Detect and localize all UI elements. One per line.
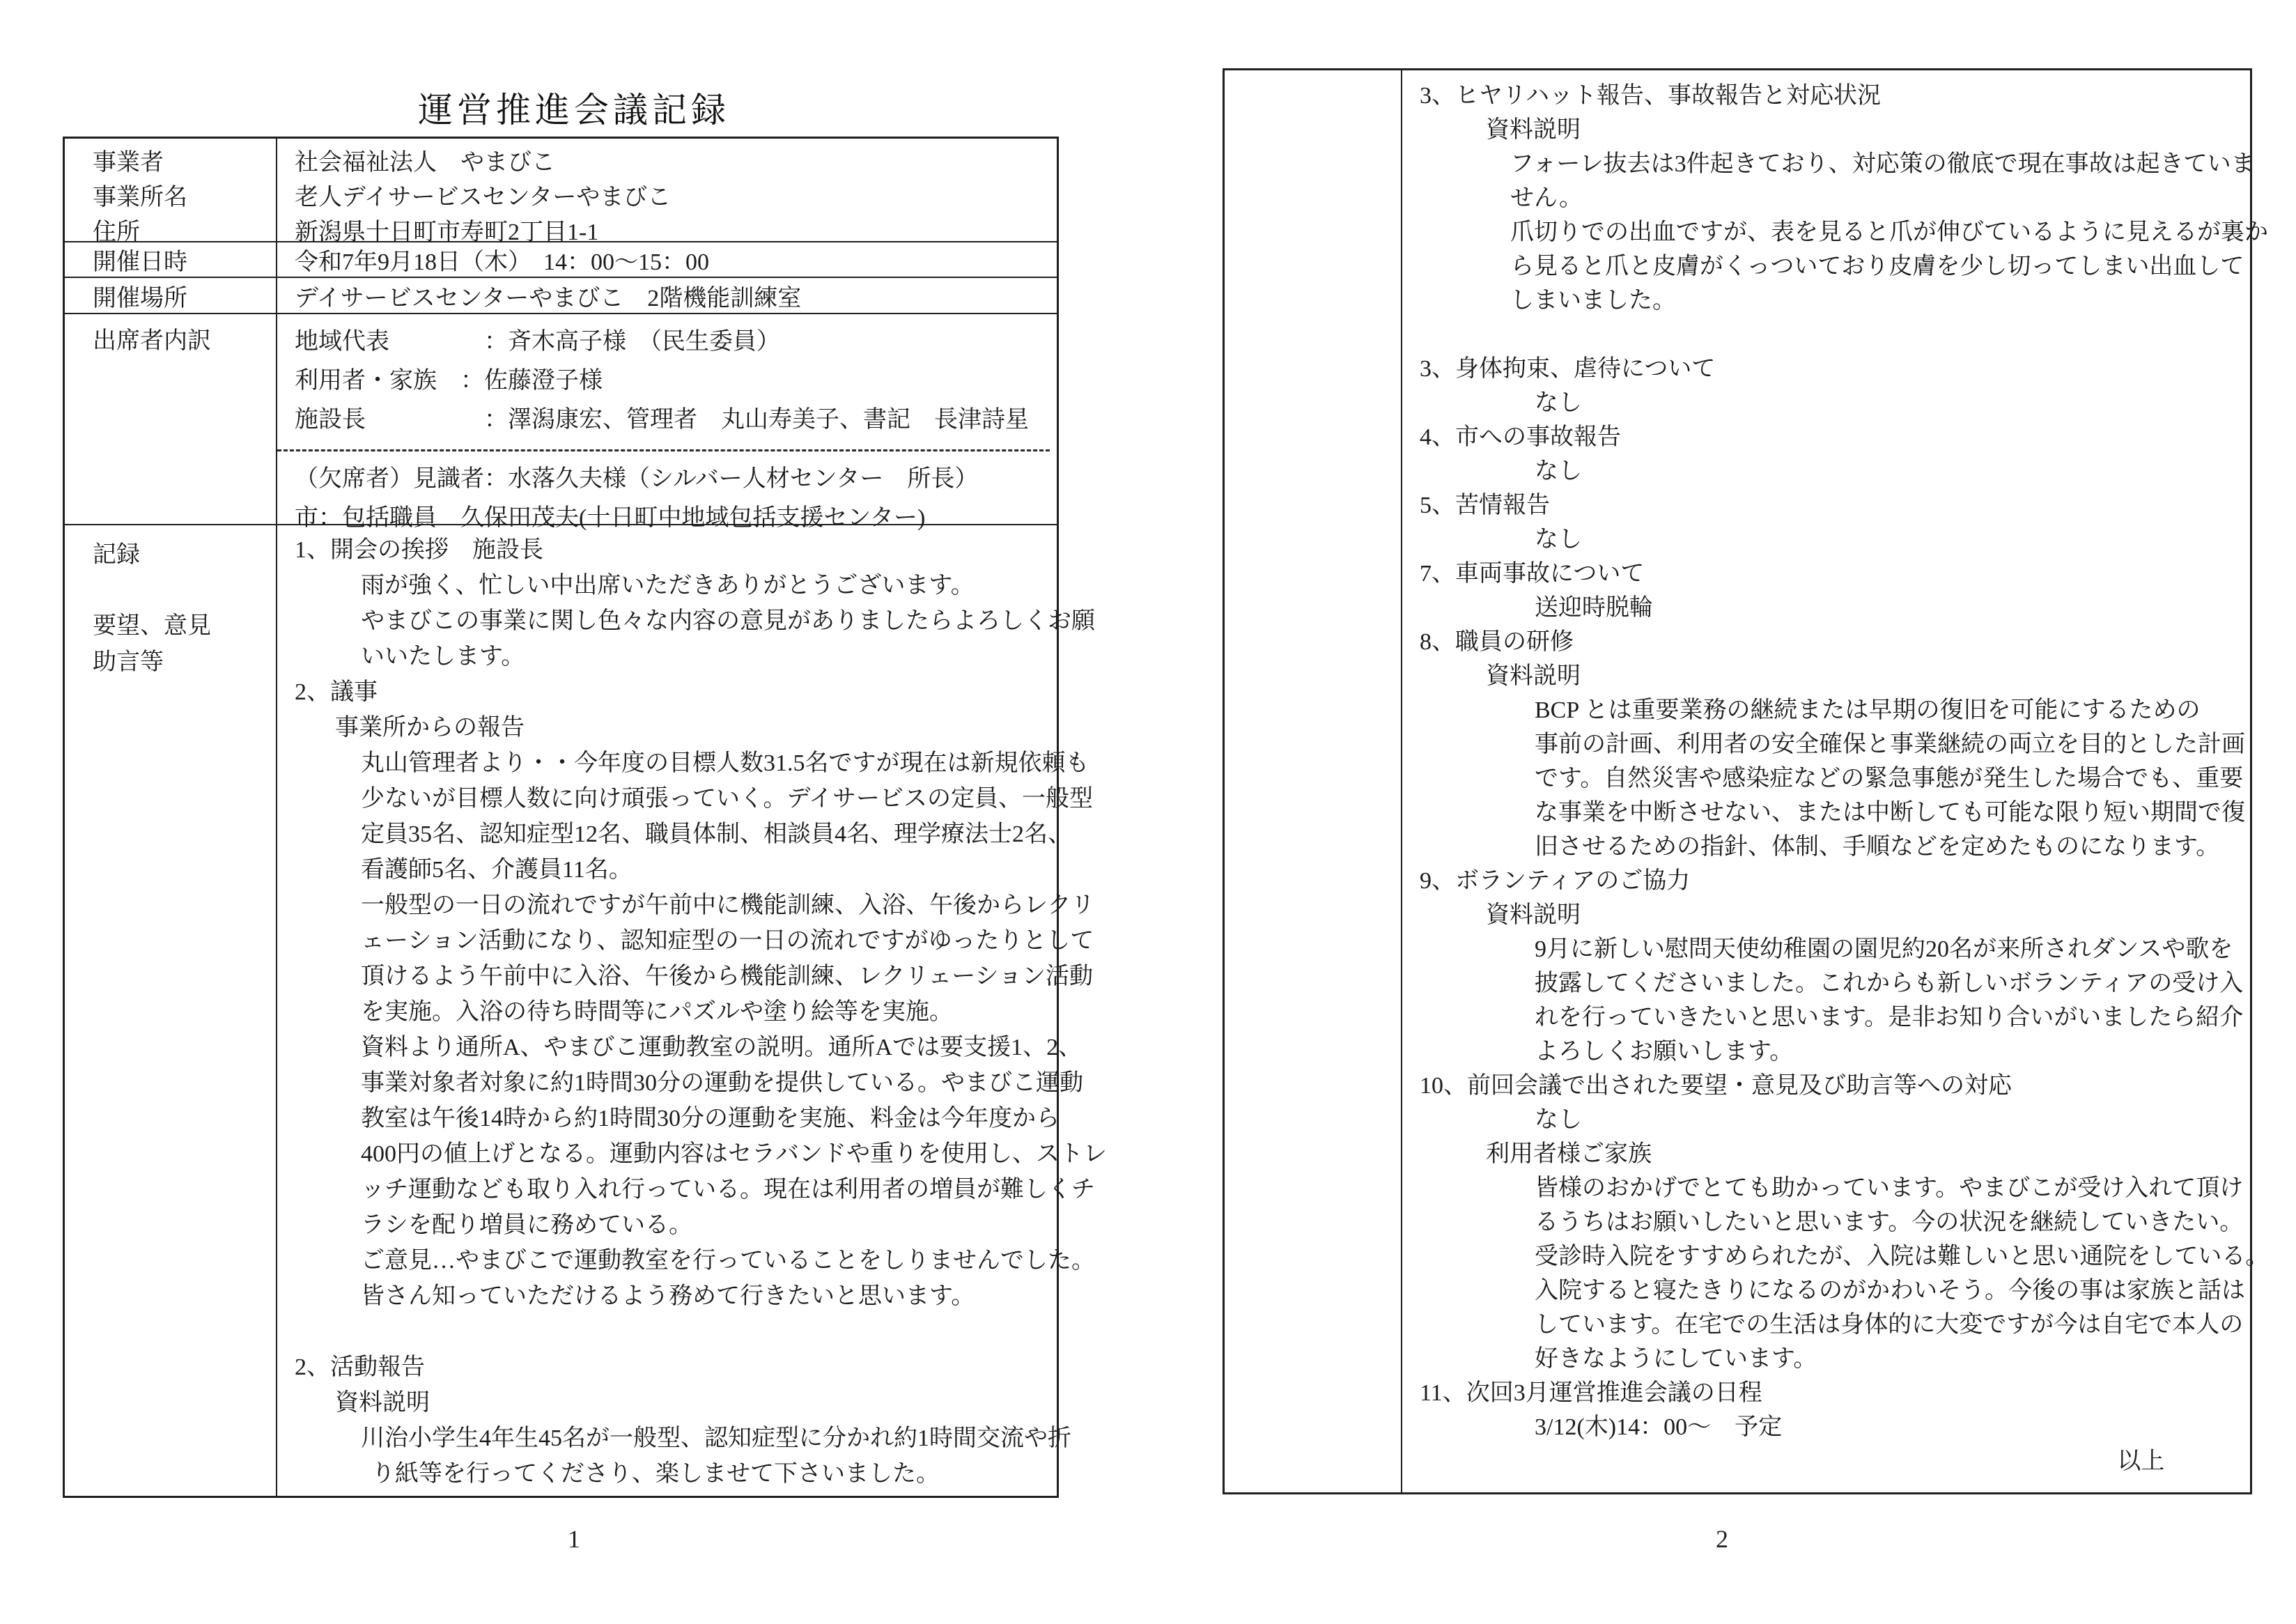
text-line: 事業者 bbox=[93, 150, 164, 176]
text-line: 皆様のおかげでとても助かっています。やまびこが受け入れて頂け bbox=[1535, 1175, 2244, 1201]
requests-opinions-label: 要望、意見 bbox=[93, 613, 211, 639]
text-line: ッチ運動なども取り入れ行っている。現在は利用者の増員が難しくチ bbox=[361, 1177, 1095, 1202]
text-line: 川治小学生4年生45名が一般型、認知症型に分かれ約1時間交流や折 bbox=[361, 1425, 1071, 1451]
empty-label-cell bbox=[1225, 70, 1402, 1492]
text-line: 一般型の一日の流れですが午前中に機能訓練、入浴、午後からレクリ bbox=[361, 892, 1095, 918]
text-line: しまいました。 bbox=[1510, 288, 1676, 314]
text-line: るうちはお願いしたいと思います。今の状況を継続していきたい。 bbox=[1535, 1209, 2244, 1235]
table-row-datetime bbox=[65, 242, 1057, 278]
advice-label: 助言等 bbox=[93, 649, 164, 675]
place-value: デイサービスセンターやまびこ 2階機能訓練室 bbox=[295, 285, 802, 311]
text-line: ェーション活動になり、認知症型の一日の流れですがゆったりとして bbox=[361, 928, 1094, 954]
text-line bbox=[295, 1314, 1107, 1350]
text-line: 好きなようにしています。 bbox=[1535, 1346, 1817, 1372]
text-line: 5、苦情報告 bbox=[1420, 493, 1550, 518]
text-line: 雨が強く、忙しい中出席いただきありがとうございます。 bbox=[361, 573, 975, 598]
text-line: 資料より通所A、やまびこ運動教室の説明。通所Aでは要支援1、2、 bbox=[361, 1035, 1083, 1060]
text-line: 以上 bbox=[2117, 1448, 2165, 1474]
text-line bbox=[1420, 318, 2269, 352]
text-line: 資料説明 bbox=[1486, 902, 1581, 928]
dashed-separator bbox=[277, 449, 1050, 451]
operator-value-lines bbox=[295, 146, 1050, 250]
text-line: なし bbox=[1535, 458, 1582, 484]
text-line: 7、車両事故について bbox=[1420, 561, 1645, 587]
text-line: を実施。入浴の待ち時間等にパズルや塗り絵等を実施。 bbox=[361, 999, 953, 1025]
text-line: 定員35名、認知症型12名、職員体制、相談員4名、理学療法士2名、 bbox=[361, 821, 1071, 847]
operator-labels-cell bbox=[65, 139, 277, 245]
text-line: 社会福祉法人 やまびこ bbox=[295, 150, 555, 176]
text-line: 9月に新しい慰問天使幼稚園の園児約20名が来所されダンスや歌を bbox=[1535, 936, 2233, 962]
place-label: 開催場所 bbox=[65, 278, 277, 313]
text-line: BCP とは重要業務の継続または早期の復旧を可能にするための bbox=[1535, 697, 2201, 723]
text-line: 400円の値上げとなる。運動内容はセラバンドや重りを使用し、ストレ bbox=[361, 1141, 1107, 1167]
attendees-present-lines bbox=[295, 323, 1050, 440]
datetime-label: 開催日時 bbox=[65, 242, 277, 277]
text-line: 爪切りでの出血ですが、表を見ると爪が伸びているように見えるが裏か bbox=[1510, 219, 2268, 245]
text-line: いいたします。 bbox=[361, 644, 525, 670]
record-lines bbox=[295, 532, 1107, 1492]
text-line: 旧させるための指針、体制、手順などを定めたものになります。 bbox=[1535, 834, 2220, 860]
text-line: やまびこの事業に関し色々な内容の意見がありましたらよろしくお願 bbox=[361, 608, 1095, 634]
text-line: 市：包括職員 久保田茂夫(十日町中地域包括支援センター) bbox=[295, 505, 926, 531]
continuation-content-cell bbox=[1402, 70, 2276, 1492]
attendees-label: 出席者内訳 bbox=[65, 314, 277, 524]
table-row-attendees bbox=[65, 314, 1057, 531]
text-line: 頂けるよう午前中に入浴、午後から機能訓練、レクリェーション活動 bbox=[361, 964, 1093, 989]
text-line: ラシを配り増員に務めている。 bbox=[361, 1212, 692, 1238]
text-line: せん。 bbox=[1510, 185, 1583, 211]
datetime-value: 令和7年9月18日（木） 14：00～15：00 bbox=[295, 249, 709, 275]
text-line: フォーレ抜去は3件起きており、対応策の徹底で現在事故は起きていま bbox=[1510, 151, 2255, 177]
page-number-2: 2 bbox=[1716, 1525, 1728, 1553]
text-line: 10、前回会議で出された要望・意見及び助言等への対応 bbox=[1420, 1073, 2012, 1099]
text-line: な事業を中断させない、または中断しても可能な限り短い期間で復 bbox=[1535, 800, 2245, 826]
text-line: よろしくお願いします。 bbox=[1535, 1039, 1794, 1065]
text-line: 2、活動報告 bbox=[295, 1354, 425, 1380]
page-2 bbox=[1148, 0, 2296, 1624]
text-line: 送迎時脱輪 bbox=[1535, 595, 1653, 621]
text-line: 資料説明 bbox=[1486, 663, 1581, 689]
text-line: 教室は午後14時から約1時間30分の運動を実施、料金は今年度から bbox=[361, 1106, 1060, 1131]
text-line: 3/12(木)14：00～ 予定 bbox=[1535, 1414, 1783, 1440]
table-row-place bbox=[65, 278, 1057, 314]
meeting-info-table bbox=[63, 137, 1107, 1498]
text-line: 少ないが目標人数に向け頑張っていく。デイサービスの定員、一般型 bbox=[361, 786, 1093, 812]
text-line: ら見ると爪と皮膚がくっついており皮膚を少し切ってしまい出血して bbox=[1510, 254, 2244, 279]
text-line: 3、身体拘束、虐待について bbox=[1420, 356, 1716, 382]
text-line: 施設長 ：澤潟康宏、管理者 丸山寿美子、書記 長津詩星 bbox=[295, 407, 1029, 433]
text-line: 資料説明 bbox=[335, 1390, 430, 1416]
text-line: 事前の計画、利用者の安全確保と事業継続の両立を目的とした計画 bbox=[1535, 732, 2245, 757]
text-line: 新潟県十日町市寿町2丁目1-1 bbox=[295, 219, 599, 245]
text-line: 看護師5名、介護員11名。 bbox=[361, 857, 633, 883]
text-line: 利用者様ご家族 bbox=[1486, 1141, 1652, 1167]
text-line: 資料説明 bbox=[1486, 117, 1581, 143]
text-line: 8、職員の研修 bbox=[1420, 629, 1574, 655]
text-line: 事業所からの報告 bbox=[335, 715, 525, 741]
operator-values-cell bbox=[277, 139, 1057, 245]
text-line: 9、ボランティアのご協力 bbox=[1420, 868, 1691, 894]
text-line: なし bbox=[1535, 527, 1582, 552]
continuation-lines bbox=[1420, 79, 2269, 1478]
text-line: り紙等を行ってくださり、楽しませて下さいました。 bbox=[371, 1461, 940, 1487]
text-line: 3、ヒヤリハット報告、事故報告と対応状況 bbox=[1420, 83, 1881, 109]
text-line: 2、議事 bbox=[295, 679, 378, 705]
record-labels-cell bbox=[65, 525, 277, 1496]
minutes-continuation-table bbox=[1223, 68, 2270, 1494]
text-line: 皆さん知っていただけるよう務めて行きたいと思います。 bbox=[361, 1283, 975, 1309]
text-line: 事業所名 bbox=[93, 185, 187, 210]
text-line: 老人デイサービスセンターやまびこ bbox=[295, 185, 672, 210]
text-line: なし bbox=[1535, 1107, 1582, 1133]
table-row-record bbox=[65, 525, 1107, 1496]
text-line: 1、開会の挨拶 施設長 bbox=[295, 537, 543, 563]
text-line: なし bbox=[1535, 390, 1582, 416]
text-line: （欠席者）見識者：水落久夫様（シルバー人材センター 所長） bbox=[295, 466, 979, 492]
text-line: 披露してくださいました。これからも新しいボランティアの受け入 bbox=[1535, 970, 2244, 996]
text-line: 受診時入院をすすめられたが、入院は難しいと思い通院をしている。 bbox=[1535, 1244, 2270, 1269]
record-label: 記録 bbox=[93, 542, 140, 568]
operator-label-lines bbox=[93, 146, 269, 250]
text-line: 利用者・家族 ：佐藤澄子様 bbox=[295, 368, 603, 394]
text-line: れを行っていきたいと思います。是非お知り合いがいましたら紹介 bbox=[1535, 1005, 2244, 1030]
text-line: しています。在宅での生活は身体的に大変ですが今は自宅で本人の bbox=[1535, 1312, 2244, 1338]
text-line: 11、次回3月運営推進会議の日程 bbox=[1420, 1380, 1762, 1406]
attendees-cell bbox=[277, 314, 1057, 531]
text-line: 地域代表 ：斉木高子様 （民生委員） bbox=[295, 329, 780, 355]
record-content-cell bbox=[277, 525, 1114, 1496]
text-line: 丸山管理者より・・今年度の目標人数31.5名ですが現在は新規依頼も bbox=[361, 750, 1089, 776]
text-line: 4、市への事故報告 bbox=[1420, 424, 1621, 450]
text-line: 事業対象者対象に約1時間30分の運動を提供している。やまびこ運動 bbox=[361, 1070, 1083, 1096]
text-line: ご意見…やまびこで運動教室を行っていることをしりませんでした。 bbox=[361, 1248, 1095, 1274]
text-line: 住所 bbox=[93, 219, 140, 245]
text-line: です。自然災害や感染症などの緊急事態が発生した場合でも、重要 bbox=[1535, 766, 2244, 791]
page-title: 運営推進会議記録 bbox=[418, 91, 730, 130]
page-number-1: 1 bbox=[568, 1525, 580, 1553]
text-line: 入院すると寝たきりになるのがかわいそう。今後の事は家族と話は bbox=[1535, 1278, 2245, 1304]
table-row-continuation bbox=[1225, 70, 2270, 1492]
table-row-operator bbox=[65, 139, 1057, 245]
